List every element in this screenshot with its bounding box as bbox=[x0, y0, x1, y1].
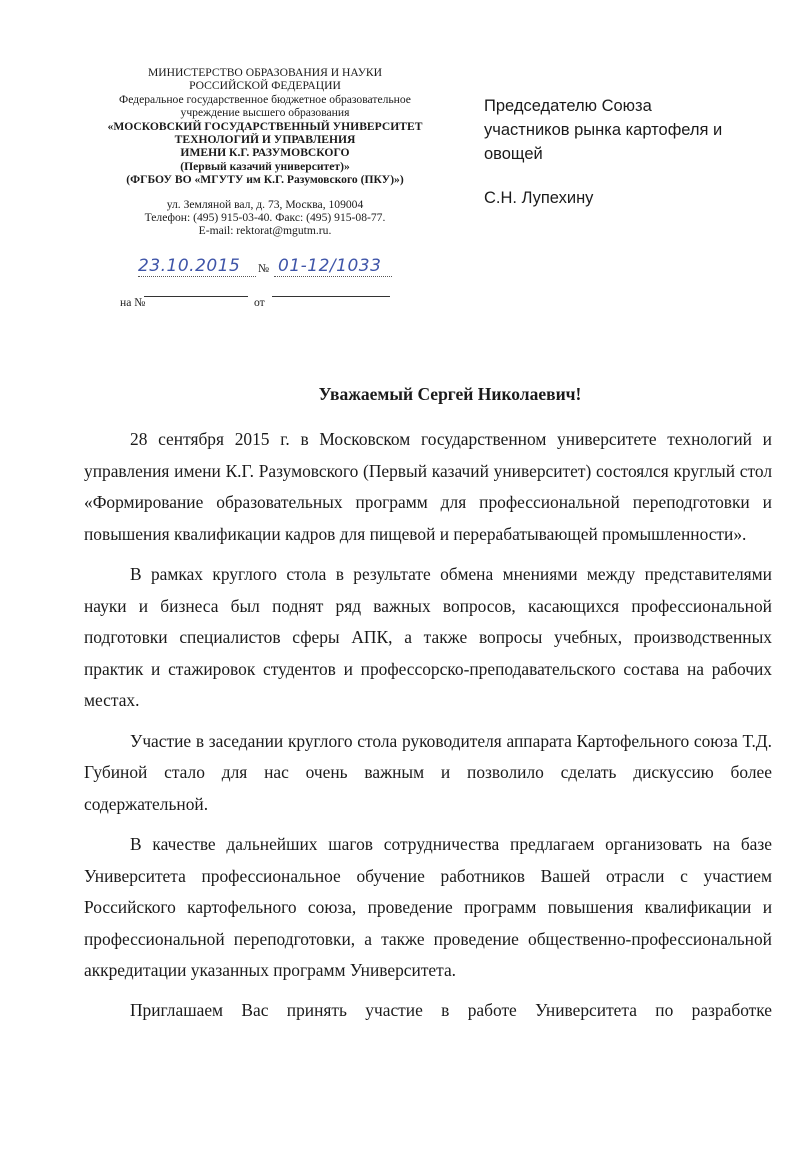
registration-row bbox=[138, 258, 398, 282]
addressee-name: С.Н. Лупехину bbox=[484, 189, 594, 207]
addressee-line-1: Председателю Союза bbox=[484, 97, 652, 115]
handwritten-date: 23.10.2015 bbox=[138, 256, 241, 276]
institution-type-line-2: учреждение высшего образования bbox=[180, 106, 350, 120]
addressee-line-3: овощей bbox=[484, 145, 543, 163]
address-line: ул. Земляной вал, д. 73, Москва, 109004 bbox=[166, 197, 364, 211]
handwritten-number: 01-12/1033 bbox=[278, 256, 382, 276]
contacts-block bbox=[80, 198, 450, 238]
reference-number-label: на № bbox=[120, 296, 146, 309]
number-label: № bbox=[258, 262, 270, 275]
email-line: E-mail: rektorat@mgutm.ru. bbox=[198, 224, 332, 238]
paragraph-2: В рамках круглого стола в результате обмена мнениями между представителями науки и бизнеса был поднят ряд важных вопросов, касающихся профессиональной подготовки специалистов сферы АПК, а также вопросы учебных, производственных практик и стажировок студентов и профессорско-преподавательского состава на рабочих местах. bbox=[84, 563, 772, 711]
paragraph-5: Приглашаем Вас принять участие в работе Университета по разработке bbox=[130, 1000, 772, 1021]
university-short-name: (ФГБОУ ВО «МГУТУ им К.Г. Разумовского (ПКУ)») bbox=[126, 173, 404, 187]
letterhead bbox=[80, 66, 450, 238]
paragraph-3: Участие в заседании круглого стола руководителя аппарата Картофельного союза Т.Д. Губиной стало для нас очень важным и позволило сделать дискуссию более содержательной. bbox=[84, 730, 772, 814]
number-underline bbox=[274, 276, 392, 277]
phone-fax-line: Телефон: (495) 915-03-40. Факс: (495) 915-08-77. bbox=[144, 211, 386, 225]
reference-date-blank bbox=[272, 296, 390, 297]
salutation: Уважаемый Сергей Николаевич! bbox=[318, 384, 582, 404]
university-name-line-4: (Первый казачий университет)» bbox=[180, 159, 350, 173]
reference-from-label: от bbox=[254, 296, 265, 309]
reference-number-blank bbox=[144, 296, 248, 297]
paragraph-4: В качестве дальнейших шагов сотрудничества предлагаем организовать на базе Университета профессиональное обучение работников Вашей отрасли с участием Российского картофельного союза, проведение программ повышения квалификации и профессиональной переподготовки, а также проведение общественно-профессиональной аккредитации указанных программ Университета. bbox=[84, 833, 772, 981]
university-name-line-1: «МОСКОВСКИЙ ГОСУДАРСТВЕННЫЙ УНИВЕРСИТЕТ bbox=[107, 119, 423, 133]
institution-type-line-1: Федеральное государственное бюджетное образовательное bbox=[119, 92, 411, 106]
reference-row bbox=[120, 296, 410, 314]
addressee-block bbox=[484, 94, 784, 210]
ministry-line-1: МИНИСТЕРСТВО ОБРАЗОВАНИЯ И НАУКИ bbox=[147, 66, 383, 79]
date-underline bbox=[138, 276, 256, 277]
addressee-line-2: участников рынка картофеля и bbox=[484, 121, 723, 139]
ministry-line-2: РОССИЙСКОЙ ФЕДЕРАЦИИ bbox=[189, 79, 341, 93]
university-name-line-3: ИМЕНИ К.Г. РАЗУМОВСКОГО bbox=[180, 146, 350, 160]
paragraph-1: 28 сентября 2015 г. в Московском государственном университете технологий и управления имени К.Г. Разумовского (Первый казачий университет) состоялся круглый стол «Формирование образовательных программ для профессиональной переподготовки и повышения квалификации кадров для пищевой и перерабатывающей промышленности». bbox=[84, 429, 772, 544]
letter-body bbox=[84, 424, 772, 1036]
university-name-line-2: ТЕХНОЛОГИЙ И УПРАВЛЕНИЯ bbox=[174, 133, 356, 147]
